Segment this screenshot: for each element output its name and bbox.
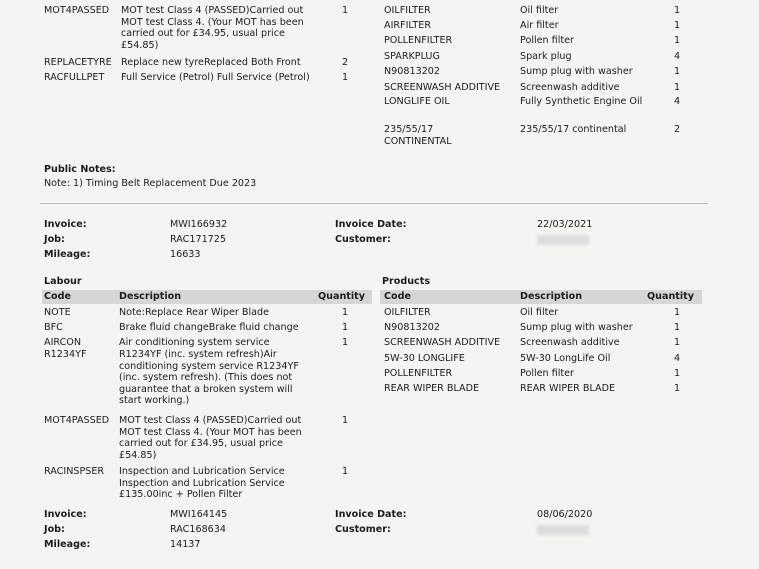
- table-row-desc: R1234YF (inc. system refresh)Air conditioning system service R1234YF (inc. system refresh). (This does not guarantee that a broken system will start working.): [119, 349, 299, 406]
- table-row-desc: Spark plug: [520, 51, 572, 62]
- table-row-desc: Oil filter: [520, 307, 559, 318]
- table-row-desc: Fully Synthetic Engine Oil: [520, 96, 643, 107]
- table-row-desc: Brake fluid changeBrake fluid change: [119, 322, 299, 333]
- table-row-desc: Air conditioning system service: [119, 337, 270, 348]
- table-row-desc: Screenwash additive: [520, 82, 620, 93]
- table-row-qty: 1: [342, 307, 349, 318]
- table-row-code: R1234YF: [44, 349, 87, 360]
- table-row-desc: Sump plug with washer: [520, 322, 633, 333]
- table-row-desc: Air filter: [520, 20, 559, 31]
- invoice-label: Invoice:: [44, 219, 87, 230]
- table-row-qty: 1: [342, 466, 349, 477]
- section-divider: [40, 203, 708, 204]
- customer-label: Customer:: [335, 524, 391, 535]
- table-row-qty: 1: [342, 337, 349, 348]
- table-row-code: MOT4PASSED: [44, 5, 110, 16]
- table-row-desc: Pollen filter: [520, 368, 574, 379]
- table-row-desc: Sump plug with washer: [520, 66, 633, 77]
- table-row-qty: 2: [674, 124, 681, 135]
- table-row-desc: MOT test Class 4 (PASSED)Carried out MOT test Class 4. (Your MOT has been carried out for £34.95, usual price £54.85): [119, 415, 302, 461]
- table-row-desc: Inspection and Lubrication Service Inspection and Lubrication Service £135.00inc + Pollen Filter: [119, 466, 285, 500]
- table-row-code: REPLACETYRE: [44, 57, 112, 68]
- mileage-value: 16633: [170, 249, 201, 260]
- table-row-code: SPARKPLUG: [384, 51, 440, 62]
- table-row-desc: Pollen filter: [520, 35, 574, 46]
- products-header-quantity: Quantity: [647, 291, 695, 302]
- job-number: RAC171725: [170, 234, 226, 245]
- invoice-number: MWI166932: [170, 219, 228, 230]
- job-number: RAC168634: [170, 524, 226, 535]
- table-row-qty: 4: [674, 353, 681, 364]
- invoice-date-label: Invoice Date:: [335, 509, 407, 520]
- table-row-desc: Full Service (Petrol) Full Service (Petrol): [121, 72, 310, 83]
- table-row-desc: Oil filter: [520, 5, 559, 16]
- table-row-qty: 2: [342, 57, 349, 68]
- invoice-date-value: 22/03/2021: [537, 219, 593, 230]
- labour-header-quantity: Quantity: [318, 291, 366, 302]
- invoice-date-label: Invoice Date:: [335, 219, 407, 230]
- products-title: Products: [382, 276, 431, 287]
- table-row-qty: 4: [674, 51, 681, 62]
- table-row-code: NOTE: [44, 307, 71, 318]
- table-row-qty: 1: [674, 307, 681, 318]
- public-notes-label: Public Notes:: [44, 164, 116, 175]
- table-row-code: LONGLIFE OIL: [384, 96, 450, 107]
- table-row-code: MOT4PASSED: [44, 415, 110, 426]
- table-row-code: 235/55/17 CONTINENTAL: [384, 124, 452, 147]
- table-row-qty: 1: [674, 368, 681, 379]
- public-notes-text: Note: 1) Timing Belt Replacement Due 2023: [44, 178, 257, 189]
- table-row-code: SCREENWASH ADDITIVE: [384, 82, 501, 93]
- table-row-desc: REAR WIPER BLADE: [520, 383, 616, 394]
- table-row-qty: 1: [674, 322, 681, 333]
- table-row-code: BFC: [44, 322, 63, 333]
- invoice-number: MWI164145: [170, 509, 228, 520]
- table-row-code: RACINSPSER: [44, 466, 105, 477]
- table-row-qty: 1: [674, 383, 681, 394]
- table-row-qty: 4: [674, 96, 681, 107]
- table-row-qty: 1: [674, 337, 681, 348]
- customer-redacted: [537, 525, 589, 535]
- table-row-desc: Screenwash additive: [520, 337, 620, 348]
- table-row-code: AIRFILTER: [384, 20, 432, 31]
- table-row-qty: 1: [342, 415, 349, 426]
- job-label: Job:: [44, 234, 65, 245]
- table-row-qty: 1: [342, 72, 349, 83]
- table-row-code: REAR WIPER BLADE: [384, 383, 480, 394]
- table-row-desc: 235/55/17 continental: [520, 124, 627, 135]
- table-row-code: AIRCON: [44, 337, 82, 348]
- table-row-qty: 1: [674, 82, 681, 93]
- mileage-label: Mileage:: [44, 539, 91, 550]
- table-row-code: OILFILTER: [384, 5, 431, 16]
- table-row-desc: MOT test Class 4 (PASSED)Carried out MOT test Class 4. (Your MOT has been carried out for £34.95, usual price £54.85): [121, 5, 304, 51]
- table-row-qty: 1: [674, 66, 681, 77]
- table-row-code: POLLENFILTER: [384, 35, 453, 46]
- table-row-desc: Replace new tyreReplaced Both Front: [121, 57, 301, 68]
- job-label: Job:: [44, 524, 65, 535]
- labour-header-code: Code: [44, 291, 72, 302]
- table-row-code: RACFULLPET: [44, 72, 105, 83]
- table-row-code: N90813202: [384, 322, 441, 333]
- customer-label: Customer:: [335, 234, 391, 245]
- products-header-code: Code: [384, 291, 412, 302]
- products-header-description: Description: [520, 291, 583, 302]
- table-row-qty: 1: [342, 322, 349, 333]
- table-row-qty: 1: [342, 5, 349, 16]
- table-row-qty: 1: [674, 35, 681, 46]
- mileage-label: Mileage:: [44, 249, 91, 260]
- labour-title: Labour: [44, 276, 82, 287]
- table-row-code: OILFILTER: [384, 307, 431, 318]
- table-row-desc: Note:Replace Rear Wiper Blade: [119, 307, 269, 318]
- table-row-code: POLLENFILTER: [384, 368, 453, 379]
- table-row-code: SCREENWASH ADDITIVE: [384, 337, 501, 348]
- table-row-code: 5W-30 LONGLIFE: [384, 353, 465, 364]
- table-row-qty: 1: [674, 20, 681, 31]
- invoice-date-value: 08/06/2020: [537, 509, 593, 520]
- customer-redacted: [537, 235, 589, 245]
- mileage-value: 14137: [170, 539, 201, 550]
- table-row-qty: 1: [674, 5, 681, 16]
- table-row-desc: 5W-30 LongLife Oil: [520, 353, 611, 364]
- table-row-code: N90813202: [384, 66, 441, 77]
- invoice-label: Invoice:: [44, 509, 87, 520]
- labour-header-description: Description: [119, 291, 182, 302]
